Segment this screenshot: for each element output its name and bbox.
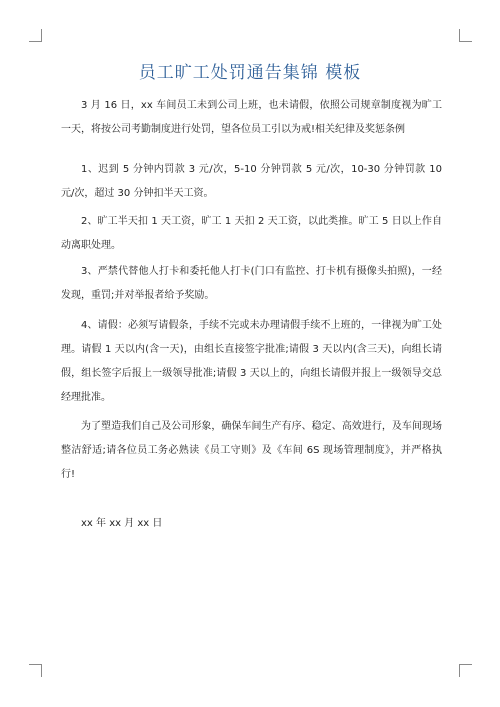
rule-3-paragraph: 3、严禁代替他人打卡和委托他人打卡(门口有监控、打卡机有摄像头拍照)，一经发现，重罚;并对举报者给予奖励。: [61, 266, 442, 301]
crop-mark-bottom-right: [459, 664, 472, 677]
intro-paragraph: 3 月 16 日，xx 车间员工未到公司上班，也未请假，依照公司规章制度视为旷工一天，将按公司考勤制度进行处罚，望各位员工引以为戒!相关纪律及奖惩条例: [61, 100, 442, 135]
rule-4-paragraph: 4、请假：必须写请假条，手续不完或未办理请假手续不上班的，一律视为旷工处理。请假 1 天以内(含一天)，由组长直接签字批准;请假 3 天以内(含三天)，向组长请假，组长签字后报上一级领导批准;请假 3 天以上的，向组长请假并报上一级领导交总经理批准。: [61, 320, 442, 403]
rule-1-paragraph: 1、迟到 5 分钟内罚款 3 元/次，5-10 分钟罚款 5 元/次，10-30 分钟罚款 10 元/次，超过 30 分钟扣半天工资。: [61, 164, 442, 199]
crop-mark-top-left: [29, 29, 42, 42]
document-date: xx 年 xx 月 xx 日: [81, 518, 163, 529]
closing-paragraph: 为了塑造我们自己及公司形象，确保车间生产有序、稳定、高效进行，及车间现场整洁舒适;请各位员工务必熟读《员工守则》及《车间 6S 现场管理制度》，并严格执行!: [61, 421, 442, 480]
crop-mark-bottom-left: [29, 664, 42, 677]
document-title: 员工旷工处罚通告集锦 模板: [138, 63, 362, 83]
crop-mark-top-right: [459, 29, 472, 42]
rule-2-paragraph: 2、旷工半天扣 1 天工资，旷工 1 天扣 2 天工资，以此类推。旷工 5 日以上作自动离职处理。: [61, 216, 442, 251]
